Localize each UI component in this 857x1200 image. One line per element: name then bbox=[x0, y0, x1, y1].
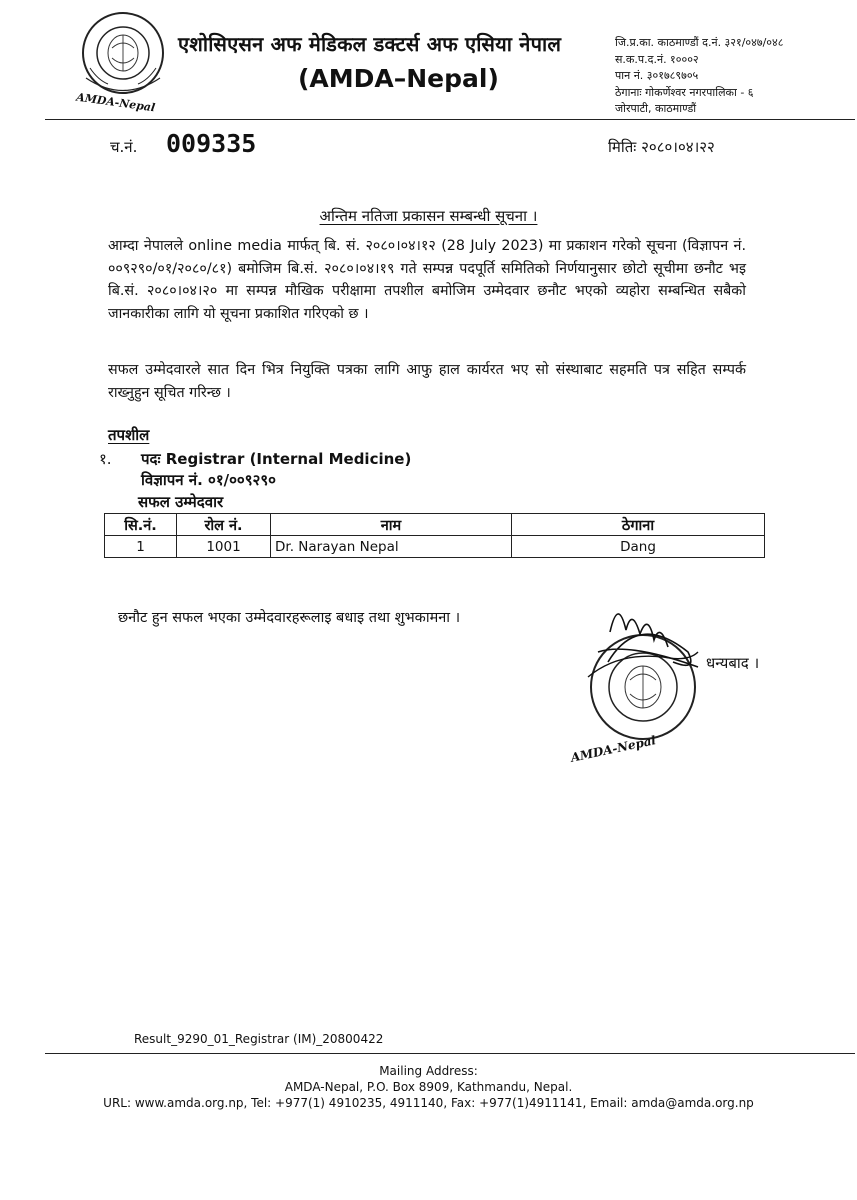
stamp-text: AMDA-Nepal bbox=[569, 733, 658, 765]
cell-name: Dr. Narayan Nepal bbox=[271, 536, 512, 558]
registration-line: जोरपाटी, काठमाण्डौं bbox=[615, 102, 697, 115]
item-number: १. bbox=[99, 450, 112, 468]
cell-roll: 1001 bbox=[177, 536, 271, 558]
organization-name: एशोसिएसन अफ मेडिकल डक्टर्स अफ एसिया नेपाल bbox=[178, 32, 562, 56]
post-line bbox=[99, 449, 411, 469]
header-address: ठेगाना bbox=[512, 514, 765, 536]
table-row bbox=[105, 536, 765, 558]
registration-line: स.क.प.द.नं. १०००२ bbox=[615, 52, 699, 66]
logo-text: AMDA-Nepal bbox=[75, 90, 156, 115]
mailing-address: AMDA-Nepal, P.O. Box 8909, Kathmandu, Nepal. bbox=[284, 1080, 573, 1094]
header-serial: सि.नं. bbox=[105, 514, 177, 536]
notice-paragraph-1: आम्दा नेपालले online media मार्फत् बि. सं. २०८०।०४।१२ (28 July 2023) मा प्रकाशन गरेको सूचना (विज्ञापन नं. ००९२९०/०१/२०८०/८१) बमोजिम बि.सं. २०८०।०४।१९ गते सम्पन्न पदपूर्ति समितिको निर्णयानुसार छोटो सूचीमा छनौट भइ बि.सं. २०८०।०४।२० मा सम्पन्न मौखिक परीक्षामा तपशील बमोजिम उम्मेदवार छनौट भएको व्यहोरा सम्बन्धित सबैको जानकारीका लागि यो सूचना प्रकाशित गरिएको छ । bbox=[108, 238, 746, 322]
result-table bbox=[104, 513, 765, 558]
cell-address: Dang bbox=[512, 536, 765, 558]
notice-title-text: अन्तिम नतिजा प्रकासन सम्बन्धी सूचना । bbox=[319, 207, 538, 225]
notice-date: मितिः २०८०।०४।२२ bbox=[608, 138, 715, 156]
contact-details: URL: www.amda.org.np, Tel: +977(1) 4910235, 4911140, Fax: +977(1)4911141, Email: amda@amda.org.np bbox=[103, 1096, 754, 1110]
official-stamp-signature bbox=[548, 592, 708, 752]
footer-divider bbox=[45, 1053, 855, 1054]
advertisement-number: विज्ञापन नं. ०१/००९२९० bbox=[141, 471, 276, 489]
registration-line: ठेगानाः गोकर्णेश्वर नगरपालिका - ६ bbox=[615, 85, 754, 99]
congratulations-text: छनौट हुन सफल भएका उम्मेदवारहरूलाइ बधाइ तथा शुभकामना । bbox=[118, 610, 461, 626]
header-name: नाम bbox=[271, 514, 512, 536]
serial-label: च.नं. bbox=[110, 138, 138, 156]
cell-serial: 1 bbox=[105, 536, 177, 558]
notice-paragraph-2: सफल उम्मेदवारले सात दिन भित्र नियुक्ति पत्रका लागि आफु हाल कार्यरत भए सो संस्थाबाट सहमति पत्र सहित सम्पर्क राख्नुहुन सूचित गरिन्छ । bbox=[108, 362, 746, 401]
mailing-heading: Mailing Address: bbox=[379, 1064, 478, 1078]
organization-short-name: (AMDA–Nepal) bbox=[298, 64, 499, 93]
successful-candidate-label: सफल उम्मेदवार bbox=[138, 493, 224, 511]
header-divider bbox=[45, 119, 855, 120]
details-heading: तपशील bbox=[108, 426, 150, 444]
thanks-text: धन्यबाद । bbox=[706, 654, 760, 672]
post-title: पदः Registrar (Internal Medicine) bbox=[141, 450, 412, 468]
header-roll: रोल नं. bbox=[177, 514, 271, 536]
registration-line: पान नं. ३०१७८९७०५ bbox=[615, 69, 699, 82]
registration-details bbox=[615, 35, 783, 118]
registration-line: जि.प्र.का. काठमाण्डौं द.नं. ३२१/०४७/०४८ bbox=[615, 36, 784, 49]
document-reference: Result_9290_01_Registrar (IM)_20800422 bbox=[134, 1032, 384, 1046]
serial-number: 009335 bbox=[166, 129, 257, 158]
table-header-row bbox=[105, 514, 765, 536]
notice-title bbox=[0, 206, 857, 226]
